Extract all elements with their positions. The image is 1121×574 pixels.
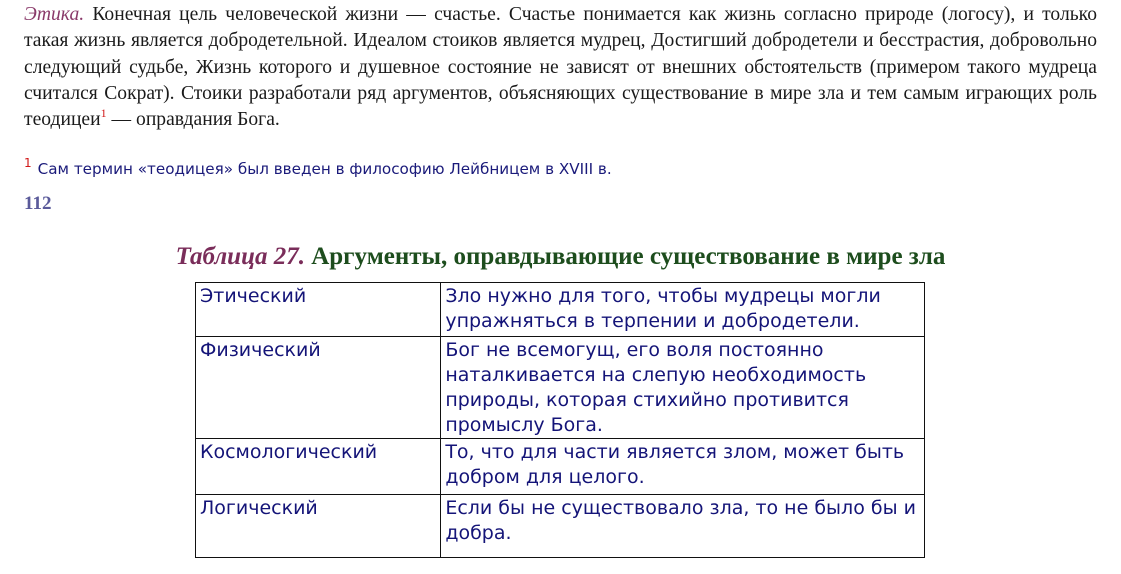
arguments-table: [195, 282, 925, 558]
paragraph-text-end: — оправдания Бога.: [106, 109, 280, 131]
footnote: [24, 156, 612, 178]
body-paragraph: [24, 2, 1097, 133]
argument-type-cell: Космологический: [196, 439, 441, 495]
footnote-text: Сам термин «теодицея» был введен в философию Лейбницем в XVIII в.: [37, 160, 612, 178]
argument-description-cell: Если бы не существовало зла, то не было бы и добра.: [441, 495, 925, 558]
argument-description-cell: Бог не всемогущ, его воля постоянно наталкивается на слепую необходимость природы, которая стихийно противится промыслу Бога.: [441, 337, 925, 439]
table-caption-title: Аргументы, оправдывающие существование в мире зла: [304, 243, 946, 270]
section-lead-word: Этика.: [24, 4, 85, 25]
table-row: [196, 439, 925, 495]
table-caption: [0, 243, 1121, 271]
argument-type-cell: Логический: [196, 495, 441, 558]
table-row: [196, 337, 925, 439]
footnote-mark: 1: [24, 156, 32, 170]
table-row: [196, 495, 925, 558]
argument-description-cell: Зло нужно для того, чтобы мудрецы могли упражняться в терпении и добродетели.: [441, 283, 925, 337]
argument-type-cell: Физический: [196, 337, 441, 439]
table-row: [196, 283, 925, 337]
argument-type-cell: Этический: [196, 283, 441, 337]
paragraph-text: Конечная цель человеческой жизни — счастье. Счастье понимается как жизнь согласно природе (логосу), и только такая жизнь является добродетельной. Идеалом стоиков является мудрец, Достигший добродетели и бесстрастия, добровольно следующий судьбе, Жизнь которого и душевное состояние не зависят от внешних обстоятельств (примером такого мудреца считался Сократ). Стоики разработали ряд аргументов, объясняющих существование в мире зла и тем самым играющих роль теодицеи: [24, 4, 1097, 131]
table-caption-label: Таблица 27.: [175, 243, 305, 270]
page-number: 112: [24, 193, 52, 214]
footnote-reference-mark[interactable]: 1: [100, 105, 107, 120]
argument-description-cell: То, что для части является злом, может быть добром для целого.: [441, 439, 925, 495]
